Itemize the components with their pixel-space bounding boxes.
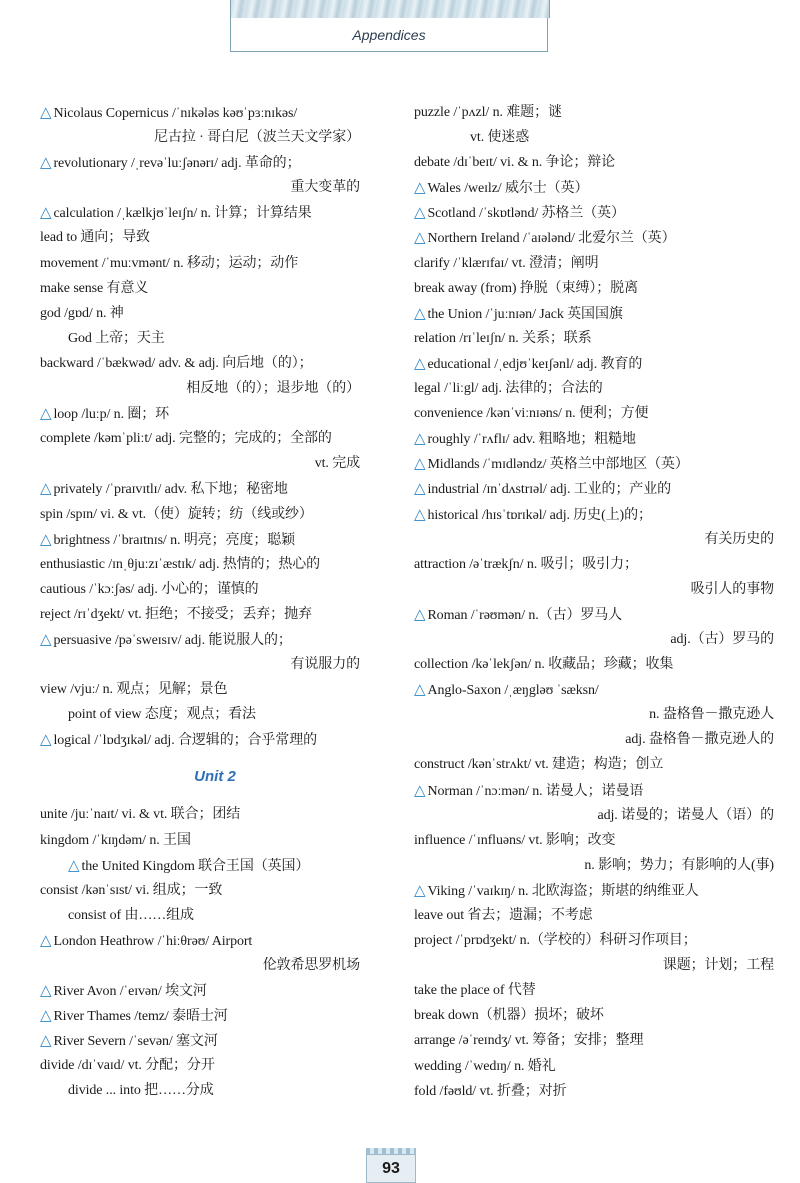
vocab-line [414, 326, 774, 351]
vocab-line [40, 878, 390, 903]
vocab-text: loop /luːp/ n. 圈；环 [53, 407, 170, 423]
vocab-text: industrial /ɪnˈdʌstrɪəl/ adj. 工业的；产业的 [427, 482, 672, 498]
vocab-line [40, 1078, 390, 1103]
triangle-marker-icon: △ [40, 153, 52, 172]
vocab-text: adj.（古）罗马的 [670, 631, 774, 647]
right-entries [414, 100, 774, 1104]
vocab-text: attraction /əˈtrækʃn/ n. 吸引；吸引力； [414, 556, 638, 572]
triangle-marker-icon: △ [414, 178, 426, 197]
vocab-line [40, 853, 390, 878]
triangle-marker-icon: △ [40, 479, 52, 498]
triangle-marker-icon: △ [414, 504, 426, 523]
vocab-text: privately /ˈpraɪvɪtlɪ/ adv. 私下地；秘密地 [53, 482, 288, 498]
left-column [40, 100, 390, 1104]
vocab-line [414, 752, 774, 777]
vocab-text: arrange /əˈreɪndʒ/ vt. 筹备；安排；整理 [414, 1033, 644, 1049]
vocab-line [40, 677, 390, 702]
vocab-line [414, 451, 774, 476]
vocab-line [414, 602, 774, 627]
vocab-text: 相反地（的）；退步地（的） [186, 381, 360, 397]
vocab-text: leave out 省去；遗漏；不考虑 [414, 908, 593, 923]
vocab-text: 尼古拉 · 哥白尼（波兰天文学家） [154, 130, 360, 146]
vocab-text: River Avon /ˈeɪvən/ 埃文河 [53, 984, 207, 1000]
vocab-text: wedding /ˈwedɪŋ/ n. 婚礼 [414, 1058, 556, 1074]
vocab-text: Viking /ˈvaɪkɪŋ/ n. 北欧海盗；斯堪的纳维亚人 [427, 883, 699, 899]
vocab-line [40, 100, 390, 125]
vocab-text: revolutionary /ˌrevəˈluːʃənərɪ/ adj. 革命的； [53, 156, 301, 172]
vocab-text: legal /ˈliːgl/ adj. 法律的；合法的 [414, 381, 603, 397]
vocab-text: 伦敦希思罗机场 [262, 958, 360, 973]
vocab-line [40, 802, 390, 827]
vocab-line [414, 527, 774, 552]
vocab-line [40, 953, 390, 978]
vocab-text: the Union /ˈjuːnɪən/ Jack 英国国旗 [427, 306, 623, 322]
vocab-line [414, 401, 774, 426]
triangle-marker-icon: △ [40, 981, 52, 1000]
vocab-line [40, 1053, 390, 1078]
vocab-line [414, 225, 774, 250]
vocab-text: roughly /ˈrʌflɪ/ adv. 粗略地；粗糙地 [427, 432, 636, 448]
vocab-text: God 上帝；天主 [68, 330, 165, 346]
vocab-text: unite /juːˈnaɪt/ vi. & vt. 联合；团结 [40, 807, 241, 823]
vocab-text: fold /fəʊld/ vt. 折叠；对折 [414, 1083, 567, 1099]
vocab-text: point of view 态度；观点；看法 [68, 707, 256, 723]
vocab-text: reject /rɪˈdʒekt/ vt. 拒绝；不接受；丢弃；抛弃 [40, 606, 312, 622]
vocab-line [40, 351, 390, 376]
vocab-line [40, 251, 390, 276]
vocab-line [40, 727, 390, 752]
triangle-marker-icon: △ [414, 479, 426, 498]
vocab-line [414, 502, 774, 527]
vocab-line [414, 577, 774, 602]
vocab-text: logical /ˈlɒdʒɪkəl/ adj. 合逻辑的；合乎常理的 [53, 733, 317, 749]
triangle-marker-icon: △ [414, 353, 426, 372]
vocab-line [414, 476, 774, 501]
vocab-text: divide /dɪˈvaɪd/ vt. 分配；分开 [40, 1058, 215, 1074]
vocab-text: Nicolaus Copernicus /ˈnɪkələs kəʊˈpɜːnɪkəs/ [53, 106, 298, 121]
vocab-line [40, 1003, 390, 1028]
vocab-line [414, 125, 774, 150]
vocab-text: consist /kənˈsɪst/ vi. 组成；一致 [40, 882, 223, 898]
vocab-text: River Thames /temz/ 泰晤士河 [53, 1009, 228, 1025]
vocab-line [414, 301, 774, 326]
vocab-line [414, 1003, 774, 1028]
triangle-marker-icon: △ [40, 930, 52, 949]
triangle-marker-icon: △ [40, 1006, 52, 1025]
vocab-text: break away (from) 挣脱（束缚）；脱离 [414, 280, 638, 296]
vocab-text: project /ˈprɒdʒekt/ n.（学校的）科研习作项目； [414, 933, 697, 949]
triangle-marker-icon: △ [414, 880, 426, 899]
vocab-line [414, 803, 774, 828]
vocab-text: Norman /ˈnɔːmən/ n. 诺曼人；诺曼语 [427, 783, 644, 799]
vocab-text: vt. 完成 [314, 456, 360, 472]
vocab-text: enthusiastic /ɪnˌθjuːzɪˈæstɪk/ adj. 热情的；热心的 [40, 556, 321, 572]
vocab-line [40, 828, 390, 853]
vocab-text: backward /ˈbækwəd/ adv. & adj. 向后地（的）； [40, 355, 313, 371]
vocab-line [40, 652, 390, 677]
vocab-text: lead to 通向；导致 [40, 230, 150, 246]
vocab-text: Northern Ireland /ˈaɪələnd/ 北爱尔兰（英） [427, 231, 676, 247]
vocab-text: the United Kingdom 联合王国（英国） [81, 858, 310, 874]
triangle-marker-icon: △ [40, 404, 52, 423]
vocab-line [40, 903, 390, 928]
vocab-line [414, 928, 774, 953]
vocab-line [40, 175, 390, 200]
vocab-line [414, 1028, 774, 1053]
vocab-text: adj. 诺曼的；诺曼人（语）的 [597, 807, 774, 823]
vocab-text: educational /ˌedjʊˈkeɪʃənl/ adj. 教育的 [427, 356, 643, 372]
vocab-text: historical /hɪsˈtɒrɪkəl/ adj. 历史(上)的； [427, 507, 652, 523]
vocab-text: puzzle /ˈpʌzl/ n. 难题；谜 [414, 105, 562, 120]
header-decoration [230, 0, 550, 18]
vocab-line [40, 928, 390, 953]
vocab-line [414, 903, 774, 928]
vocab-line [40, 125, 390, 150]
triangle-marker-icon: △ [40, 203, 52, 222]
vocab-line [40, 451, 390, 476]
triangle-marker-icon: △ [40, 1031, 52, 1050]
vocab-text: Midlands /ˈmɪdləndz/ 英格兰中部地区（英） [427, 457, 689, 473]
vocab-line [40, 476, 390, 501]
vocab-line [40, 276, 390, 301]
vocab-line [414, 1079, 774, 1104]
vocab-line [414, 276, 774, 301]
triangle-marker-icon: △ [40, 529, 52, 548]
vocab-text: consist of 由……组成 [68, 907, 194, 923]
vocab-line [40, 376, 390, 401]
vocab-line [40, 426, 390, 451]
vocab-text: London Heathrow /ˈhiːθrəʊ/ Airport [53, 933, 253, 949]
vocab-text: 课题；计划；工程 [662, 958, 774, 974]
vocab-line [40, 301, 390, 326]
vocab-line [414, 251, 774, 276]
vocab-line [414, 100, 774, 125]
vocab-line [414, 778, 774, 803]
vocab-line [40, 225, 390, 250]
vocab-text: view /vjuː/ n. 观点；见解；景色 [40, 682, 228, 698]
vocab-text: cautious /ˈkɔːʃəs/ adj. 小心的；谨慎的 [40, 581, 259, 597]
left-top-entries [40, 100, 390, 752]
vocab-line [40, 577, 390, 602]
vocab-line [414, 978, 774, 1003]
triangle-marker-icon: △ [414, 780, 426, 799]
vocab-line [414, 376, 774, 401]
vocab-line [414, 351, 774, 376]
vocab-text: calculation /ˌkælkjʊˈleɪʃn/ n. 计算；计算结果 [53, 206, 312, 222]
vocab-line [40, 1028, 390, 1053]
vocab-line [40, 552, 390, 577]
vocab-text: Roman /ˈrəʊmən/ n.（古）罗马人 [427, 607, 623, 623]
vocab-text: construct /kənˈstrʌkt/ vt. 建造；构造；创立 [414, 757, 664, 773]
vocab-line [414, 200, 774, 225]
vocab-text: divide ... into 把……分成 [68, 1083, 214, 1099]
vocab-text: 有说服力的 [290, 657, 360, 673]
vocab-text: clarify /ˈklærɪfaɪ/ vt. 澄清；阐明 [414, 255, 599, 271]
vocab-text: 重大变革的 [290, 180, 360, 196]
vocab-text: complete /kəmˈpliːt/ adj. 完整的；完成的；全部的 [40, 431, 332, 447]
vocab-text: vt. 使迷惑 [470, 130, 530, 146]
vocab-line [414, 426, 774, 451]
vocab-text: convenience /kənˈviːnɪəns/ n. 便利；方便 [414, 406, 649, 422]
vocab-text: make sense 有意义 [40, 280, 149, 296]
vocab-line [40, 200, 390, 225]
vocab-line [40, 326, 390, 351]
vocab-text: adj. 盎格鲁－撒克逊人的 [625, 732, 774, 748]
vocab-line [40, 627, 390, 652]
vocab-text: Wales /weɪlz/ 威尔士（英） [427, 181, 589, 197]
vocab-line [414, 878, 774, 903]
page-number: 93 [366, 1154, 416, 1183]
vocab-text: 有关历史的 [704, 531, 774, 547]
vocab-text: influence /ˈɪnfluəns/ vt. 影响；改变 [414, 832, 616, 848]
vocab-text: 吸引人的事物 [690, 581, 774, 597]
right-column [414, 100, 774, 1104]
left-bottom-entries [40, 802, 390, 1103]
vocab-line [414, 702, 774, 727]
vocab-line [414, 677, 774, 702]
vocab-line [414, 150, 774, 175]
triangle-marker-icon: △ [40, 629, 52, 648]
vocab-text: break down（机器）损坏；破坏 [414, 1008, 604, 1024]
vocab-text: movement /ˈmuːvmənt/ n. 移动；运动；动作 [40, 255, 299, 271]
vocab-line [414, 627, 774, 652]
vocab-line [414, 853, 774, 878]
page-number-box [366, 1148, 416, 1183]
vocab-text: god /gɒd/ n. 神 [40, 305, 124, 321]
vocab-line [414, 953, 774, 978]
vocab-line [40, 978, 390, 1003]
page-header-title: Appendices [230, 18, 548, 52]
vocab-line [414, 552, 774, 577]
unit-heading: Unit 2 [194, 768, 236, 786]
triangle-marker-icon: △ [414, 429, 426, 448]
vocab-text: relation /rɪˈleɪʃn/ n. 关系；联系 [414, 330, 592, 346]
vocab-text: n. 影响；势力；有影响的人(事) [584, 857, 774, 873]
vocab-text: Scotland /ˈskɒtlənd/ 苏格兰（英） [427, 206, 625, 222]
vocab-line [414, 652, 774, 677]
triangle-marker-icon: △ [68, 855, 80, 874]
vocab-text: debate /dɪˈbeɪt/ vi. & n. 争论；辩论 [414, 155, 616, 171]
triangle-marker-icon: △ [414, 454, 426, 473]
vocab-line [414, 175, 774, 200]
triangle-marker-icon: △ [414, 228, 426, 247]
triangle-marker-icon: △ [414, 303, 426, 322]
vocab-text: spin /spɪn/ vi. & vt.（使）旋转；纺（线或纱） [40, 506, 313, 522]
vocab-text: River Severn /ˈsevən/ 塞文河 [53, 1034, 218, 1050]
vocab-line [414, 828, 774, 853]
vocab-line [40, 150, 390, 175]
vocab-line [40, 502, 390, 527]
vocab-line [40, 401, 390, 426]
vocab-text: brightness /ˈbraɪtnɪs/ n. 明亮；亮度；聪颖 [53, 532, 296, 548]
vocab-text: n. 盎格鲁－撒克逊人 [649, 707, 774, 723]
vocab-text: kingdom /ˈkɪŋdəm/ n. 王国 [40, 832, 191, 848]
vocab-line [40, 602, 390, 627]
vocab-line [40, 702, 390, 727]
vocab-text: Anglo-Saxon /ˌæŋgləʊ ˈsæksn/ [427, 683, 599, 699]
vocab-text: collection /kəˈlekʃən/ n. 收藏品；珍藏；收集 [414, 657, 674, 673]
vocab-line [414, 727, 774, 752]
vocab-line [414, 1054, 774, 1079]
triangle-marker-icon: △ [40, 103, 52, 121]
triangle-marker-icon: △ [414, 604, 426, 623]
triangle-marker-icon: △ [414, 680, 426, 699]
vocab-text: take the place of 代替 [414, 983, 536, 999]
triangle-marker-icon: △ [40, 730, 52, 749]
triangle-marker-icon: △ [414, 203, 426, 222]
vocab-line [40, 527, 390, 552]
vocab-text: persuasive /pəˈsweɪsɪv/ adj. 能说服人的； [53, 632, 292, 648]
